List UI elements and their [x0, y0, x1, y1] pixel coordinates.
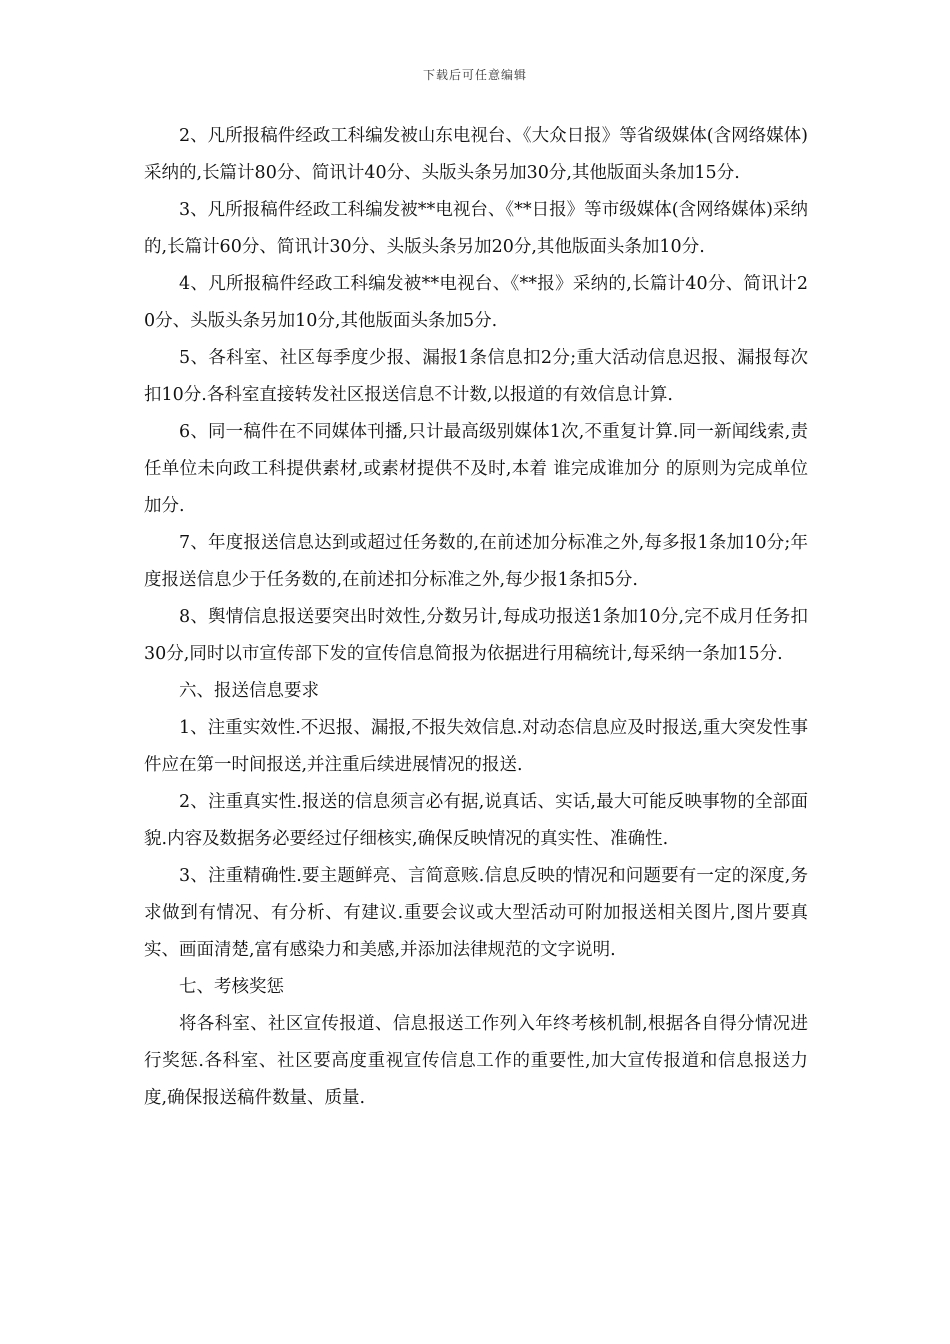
paragraph-rule-6: 6、同一稿件在不同媒体刊播,只计最高级别媒体1次,不重复计算.同一新闻线索,责任单位未向政工科提供素材,或素材提供不及时,本着 谁完成谁加分 的原则为完成单位加分.: [144, 422, 808, 516]
document-body: [144, 118, 808, 1117]
header-note: 下载后可任意编辑: [422, 68, 527, 82]
paragraph-rule-8: 8、舆情信息报送要突出时效性,分数另计,每成功报送1条加10分,完不成月任务扣30分,同时以市宣传部下发的宣传信息简报为依据进行用稿统计,每采纳一条加15分.: [144, 607, 808, 664]
section-heading-assessment: 七、考核奖惩: [179, 977, 284, 997]
paragraph-rule-5: 5、各科室、社区每季度少报、漏报1条信息扣2分;重大活动信息迟报、漏报每次扣10分.各科室直接转发社区报送信息不计数,以报道的有效信息计算.: [144, 348, 808, 405]
paragraph-requirement-3: 3、注重精确性.要主题鲜亮、言简意赅.信息反映的情况和问题要有一定的深度,务求做到有情况、有分析、有建议.重要会议或大型活动可附加报送相关图片,图片要真实、画面清楚,富有感染力和美感,并添加法律规范的文字说明.: [144, 866, 808, 960]
paragraph-rule-2: 2、凡所报稿件经政工科编发被山东电视台、《大众日报》等省级媒体(含网络媒体)采纳的,长篇计80分、简讯计40分、头版头条另加30分,其他版面头条加15分.: [144, 126, 808, 183]
paragraph-rule-4: 4、凡所报稿件经政工科编发被**电视台、《**报》采纳的,长篇计40分、简讯计20分、头版头条另加10分,其他版面头条加5分.: [144, 274, 808, 331]
paragraph-requirement-1: 1、注重实效性.不迟报、漏报,不报失效信息.对动态信息应及时报送,重大突发性事件应在第一时间报送,并注重后续进展情况的报送.: [144, 718, 808, 775]
paragraph-assessment: 将各科室、社区宣传报道、信息报送工作列入年终考核机制,根据各自得分情况进行奖惩.各科室、社区要高度重视宣传信息工作的重要性,加大宣传报道和信息报送力度,确保报送稿件数量、质量.: [144, 1014, 808, 1108]
paragraph-rule-3: 3、凡所报稿件经政工科编发被**电视台、《**日报》等市级媒体(含网络媒体)采纳的,长篇计60分、简讯计30分、头版头条另加20分,其他版面头条加10分.: [144, 200, 808, 257]
paragraph-requirement-2: 2、注重真实性.报送的信息须言必有据,说真话、实话,最大可能反映事物的全部面貌.内容及数据务必要经过仔细核实,确保反映情况的真实性、准确性.: [144, 792, 808, 849]
section-heading-requirements: 六、报送信息要求: [179, 681, 319, 701]
paragraph-rule-7: 7、年度报送信息达到或超过任务数的,在前述加分标准之外,每多报1条加10分;年度报送信息少于任务数的,在前述扣分标准之外,每少报1条扣5分.: [144, 533, 808, 590]
